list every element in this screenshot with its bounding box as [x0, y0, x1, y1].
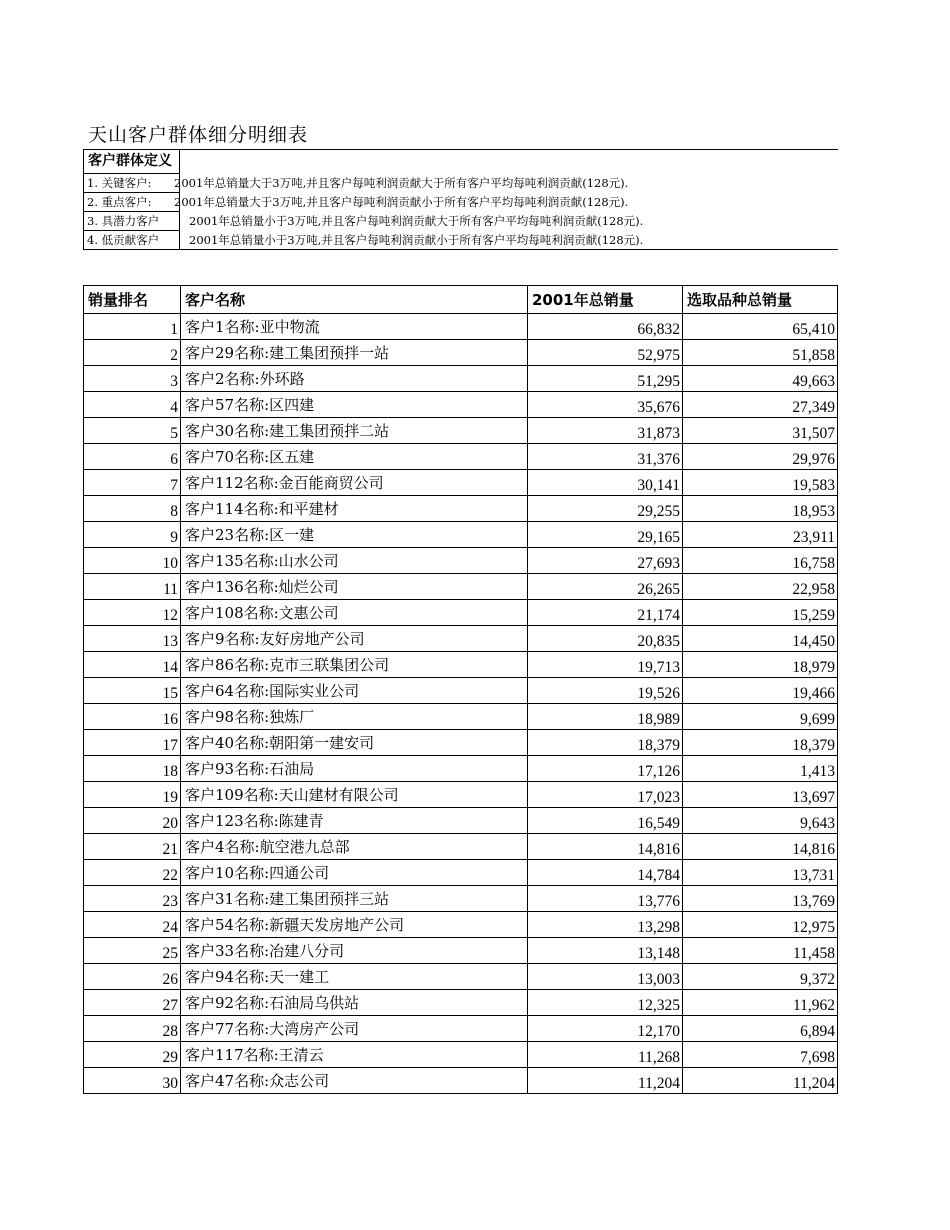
- selected-sales-cell: 12,975: [683, 912, 838, 938]
- total-sales-cell: 12,170: [528, 1016, 683, 1042]
- customer-name-cell: 客户10名称:四通公司: [181, 860, 528, 886]
- total-sales-cell: 29,165: [528, 522, 683, 548]
- customer-name-cell: 客户112名称:金百能商贸公司: [181, 470, 528, 496]
- selected-sales-cell: 14,816: [683, 834, 838, 860]
- selected-sales-cell: 29,976: [683, 444, 838, 470]
- table-row: [84, 886, 838, 912]
- table-row: [84, 340, 838, 366]
- selected-sales-cell: 19,466: [683, 678, 838, 704]
- header-customer-name: 客户名称: [181, 286, 528, 314]
- total-sales-cell: 30,141: [528, 470, 683, 496]
- selected-sales-cell: 7,698: [683, 1042, 838, 1068]
- rank-cell: 10: [84, 548, 181, 574]
- customer-name-cell: 客户135名称:山水公司: [181, 548, 528, 574]
- table-row: [84, 704, 838, 730]
- table-row: [84, 548, 838, 574]
- total-sales-cell: 52,975: [528, 340, 683, 366]
- customer-name-cell: 客户40名称:朝阳第一建安司: [181, 730, 528, 756]
- table-row: [84, 366, 838, 392]
- selected-sales-cell: 18,953: [683, 496, 838, 522]
- definition-label: 4. 低贡献客户: [84, 231, 180, 250]
- rank-cell: 2: [84, 340, 181, 366]
- total-sales-cell: 17,126: [528, 756, 683, 782]
- rank-cell: 12: [84, 600, 181, 626]
- total-sales-cell: 66,832: [528, 314, 683, 340]
- selected-sales-cell: 9,643: [683, 808, 838, 834]
- definition-text: 2001年总销量小于3万吨,并且客户每吨利润贡献大于所有客户平均每吨利润贡献(128元).: [189, 214, 644, 228]
- table-row: [84, 600, 838, 626]
- selected-sales-cell: 1,413: [683, 756, 838, 782]
- customer-name-cell: 客户108名称:文惠公司: [181, 600, 528, 626]
- total-sales-cell: 16,549: [528, 808, 683, 834]
- definitions-header-text: 客户群体定义: [88, 153, 172, 169]
- customer-name-cell: 客户23名称:区一建: [181, 522, 528, 548]
- customer-name-cell: 客户123名称:陈建青: [181, 808, 528, 834]
- selected-sales-cell: 11,204: [683, 1068, 838, 1094]
- customer-name-cell: 客户94名称:天一建工: [181, 964, 528, 990]
- table-body: [84, 314, 838, 1094]
- total-sales-cell: 14,816: [528, 834, 683, 860]
- rank-cell: 23: [84, 886, 181, 912]
- header-sales-rank: 销量排名: [84, 286, 181, 314]
- table-row: [84, 938, 838, 964]
- rank-cell: 18: [84, 756, 181, 782]
- total-sales-cell: 14,784: [528, 860, 683, 886]
- table-row: [84, 626, 838, 652]
- rank-cell: 26: [84, 964, 181, 990]
- table-row: [84, 496, 838, 522]
- rank-cell: 21: [84, 834, 181, 860]
- customer-name-cell: 客户9名称:友好房地产公司: [181, 626, 528, 652]
- customer-name-cell: 客户77名称:大湾房产公司: [181, 1016, 528, 1042]
- customer-name-cell: 客户31名称:建工集团预拌三站: [181, 886, 528, 912]
- rank-cell: 27: [84, 990, 181, 1016]
- total-sales-cell: 35,676: [528, 392, 683, 418]
- rank-cell: 11: [84, 574, 181, 600]
- definition-label: 1. 关键客户:: [84, 174, 180, 193]
- table-row: [84, 782, 838, 808]
- customer-name-cell: 客户70名称:区五建: [181, 444, 528, 470]
- total-sales-cell: 31,873: [528, 418, 683, 444]
- rank-cell: 14: [84, 652, 181, 678]
- table-row: [84, 808, 838, 834]
- selected-sales-cell: 11,962: [683, 990, 838, 1016]
- customer-name-cell: 客户93名称:石油局: [181, 756, 528, 782]
- customer-name-cell: 客户47名称:众志公司: [181, 1068, 528, 1094]
- customer-name-cell: 客户33名称:冶建八分司: [181, 938, 528, 964]
- rank-cell: 25: [84, 938, 181, 964]
- customer-name-cell: 客户117名称:王清云: [181, 1042, 528, 1068]
- definition-row: [83, 231, 838, 250]
- customer-name-cell: 客户1名称:亚中物流: [181, 314, 528, 340]
- table-row: [84, 652, 838, 678]
- total-sales-cell: 11,268: [528, 1042, 683, 1068]
- total-sales-cell: 31,376: [528, 444, 683, 470]
- table-row: [84, 1042, 838, 1068]
- selected-sales-cell: 14,450: [683, 626, 838, 652]
- page-title: 天山客户群体细分明细表: [88, 124, 309, 146]
- customer-name-cell: 客户64名称:国际实业公司: [181, 678, 528, 704]
- table-row: [84, 1068, 838, 1094]
- total-sales-cell: 13,003: [528, 964, 683, 990]
- selected-sales-cell: 16,758: [683, 548, 838, 574]
- selected-sales-cell: 6,894: [683, 1016, 838, 1042]
- total-sales-cell: 17,023: [528, 782, 683, 808]
- rank-cell: 13: [84, 626, 181, 652]
- customer-name-cell: 客户114名称:和平建材: [181, 496, 528, 522]
- selected-sales-cell: 18,979: [683, 652, 838, 678]
- customer-name-cell: 客户54名称:新疆天发房地产公司: [181, 912, 528, 938]
- definition-label: 3. 具潜力客户: [84, 212, 180, 231]
- total-sales-cell: 13,776: [528, 886, 683, 912]
- table-row: [84, 860, 838, 886]
- selected-sales-cell: 49,663: [683, 366, 838, 392]
- definition-row: [83, 174, 838, 193]
- definition-text: 2001年总销量小于3万吨,并且客户每吨利润贡献小于所有客户平均每吨利润贡献(128元).: [189, 233, 644, 247]
- selected-sales-cell: 23,911: [683, 522, 838, 548]
- definition-text: 2001年总销量大于3万吨,并且客户每吨利润贡献大于所有客户平均每吨利润贡献(128元).: [174, 176, 629, 190]
- selected-sales-cell: 18,379: [683, 730, 838, 756]
- rank-cell: 22: [84, 860, 181, 886]
- total-sales-cell: 13,148: [528, 938, 683, 964]
- selected-sales-cell: 22,958: [683, 574, 838, 600]
- definition-row: [83, 212, 838, 231]
- total-sales-cell: 11,204: [528, 1068, 683, 1094]
- customer-name-cell: 客户4名称:航空港九总部: [181, 834, 528, 860]
- selected-sales-cell: 11,458: [683, 938, 838, 964]
- selected-sales-cell: 19,583: [683, 470, 838, 496]
- table-row: [84, 418, 838, 444]
- rank-cell: 29: [84, 1042, 181, 1068]
- table-row: [84, 834, 838, 860]
- rank-cell: 28: [84, 1016, 181, 1042]
- rank-cell: 9: [84, 522, 181, 548]
- rank-cell: 20: [84, 808, 181, 834]
- rank-cell: 4: [84, 392, 181, 418]
- definitions-header: [84, 150, 180, 174]
- selected-sales-cell: 65,410: [683, 314, 838, 340]
- definition-row: [83, 193, 838, 212]
- table-row: [84, 678, 838, 704]
- table-row: [84, 912, 838, 938]
- definition-label: 2. 重点客户:: [84, 193, 180, 212]
- selected-sales-cell: 13,731: [683, 860, 838, 886]
- total-sales-cell: 29,255: [528, 496, 683, 522]
- table-row: [84, 444, 838, 470]
- table-row: [84, 756, 838, 782]
- rank-cell: 6: [84, 444, 181, 470]
- selected-sales-cell: 9,372: [683, 964, 838, 990]
- selected-sales-cell: 9,699: [683, 704, 838, 730]
- rank-cell: 15: [84, 678, 181, 704]
- total-sales-cell: 18,379: [528, 730, 683, 756]
- table-row: [84, 470, 838, 496]
- selected-sales-cell: 13,769: [683, 886, 838, 912]
- table-row: [84, 730, 838, 756]
- customer-group-definitions: [83, 149, 838, 250]
- rank-cell: 19: [84, 782, 181, 808]
- selected-sales-cell: 13,697: [683, 782, 838, 808]
- definition-text: 2001年总销量大于3万吨,并且客户每吨利润贡献小于所有客户平均每吨利润贡献(128元).: [174, 195, 629, 209]
- rank-cell: 17: [84, 730, 181, 756]
- total-sales-cell: 18,989: [528, 704, 683, 730]
- total-sales-cell: 13,298: [528, 912, 683, 938]
- rank-cell: 16: [84, 704, 181, 730]
- table-header-row: [84, 286, 838, 314]
- table-row: [84, 392, 838, 418]
- header-selected-variety-sales: 选取品种总销量: [683, 286, 838, 314]
- rank-cell: 8: [84, 496, 181, 522]
- table-row: [84, 964, 838, 990]
- table-row: [84, 314, 838, 340]
- customer-name-cell: 客户2名称:外环路: [181, 366, 528, 392]
- rank-cell: 24: [84, 912, 181, 938]
- table-row: [84, 522, 838, 548]
- total-sales-cell: 19,526: [528, 678, 683, 704]
- customer-name-cell: 客户30名称:建工集团预拌二站: [181, 418, 528, 444]
- selected-sales-cell: 31,507: [683, 418, 838, 444]
- selected-sales-cell: 15,259: [683, 600, 838, 626]
- customer-name-cell: 客户92名称:石油局乌供站: [181, 990, 528, 1016]
- selected-sales-cell: 51,858: [683, 340, 838, 366]
- customer-sales-table: [83, 285, 838, 1094]
- customer-name-cell: 客户136名称:灿烂公司: [181, 574, 528, 600]
- total-sales-cell: 12,325: [528, 990, 683, 1016]
- customer-name-cell: 客户109名称:天山建材有限公司: [181, 782, 528, 808]
- customer-name-cell: 客户86名称:克市三联集团公司: [181, 652, 528, 678]
- total-sales-cell: 20,835: [528, 626, 683, 652]
- selected-sales-cell: 27,349: [683, 392, 838, 418]
- customer-name-cell: 客户57名称:区四建: [181, 392, 528, 418]
- total-sales-cell: 27,693: [528, 548, 683, 574]
- rank-cell: 5: [84, 418, 181, 444]
- table-row: [84, 574, 838, 600]
- customer-name-cell: 客户98名称:独炼厂: [181, 704, 528, 730]
- table-row: [84, 1016, 838, 1042]
- rank-cell: 7: [84, 470, 181, 496]
- total-sales-cell: 21,174: [528, 600, 683, 626]
- header-total-sales-2001: 2001年总销量: [528, 286, 683, 314]
- rank-cell: 30: [84, 1068, 181, 1094]
- total-sales-cell: 19,713: [528, 652, 683, 678]
- total-sales-cell: 26,265: [528, 574, 683, 600]
- table-row: [84, 990, 838, 1016]
- rank-cell: 3: [84, 366, 181, 392]
- definitions-header-row: [83, 149, 838, 174]
- rank-cell: 1: [84, 314, 181, 340]
- total-sales-cell: 51,295: [528, 366, 683, 392]
- customer-name-cell: 客户29名称:建工集团预拌一站: [181, 340, 528, 366]
